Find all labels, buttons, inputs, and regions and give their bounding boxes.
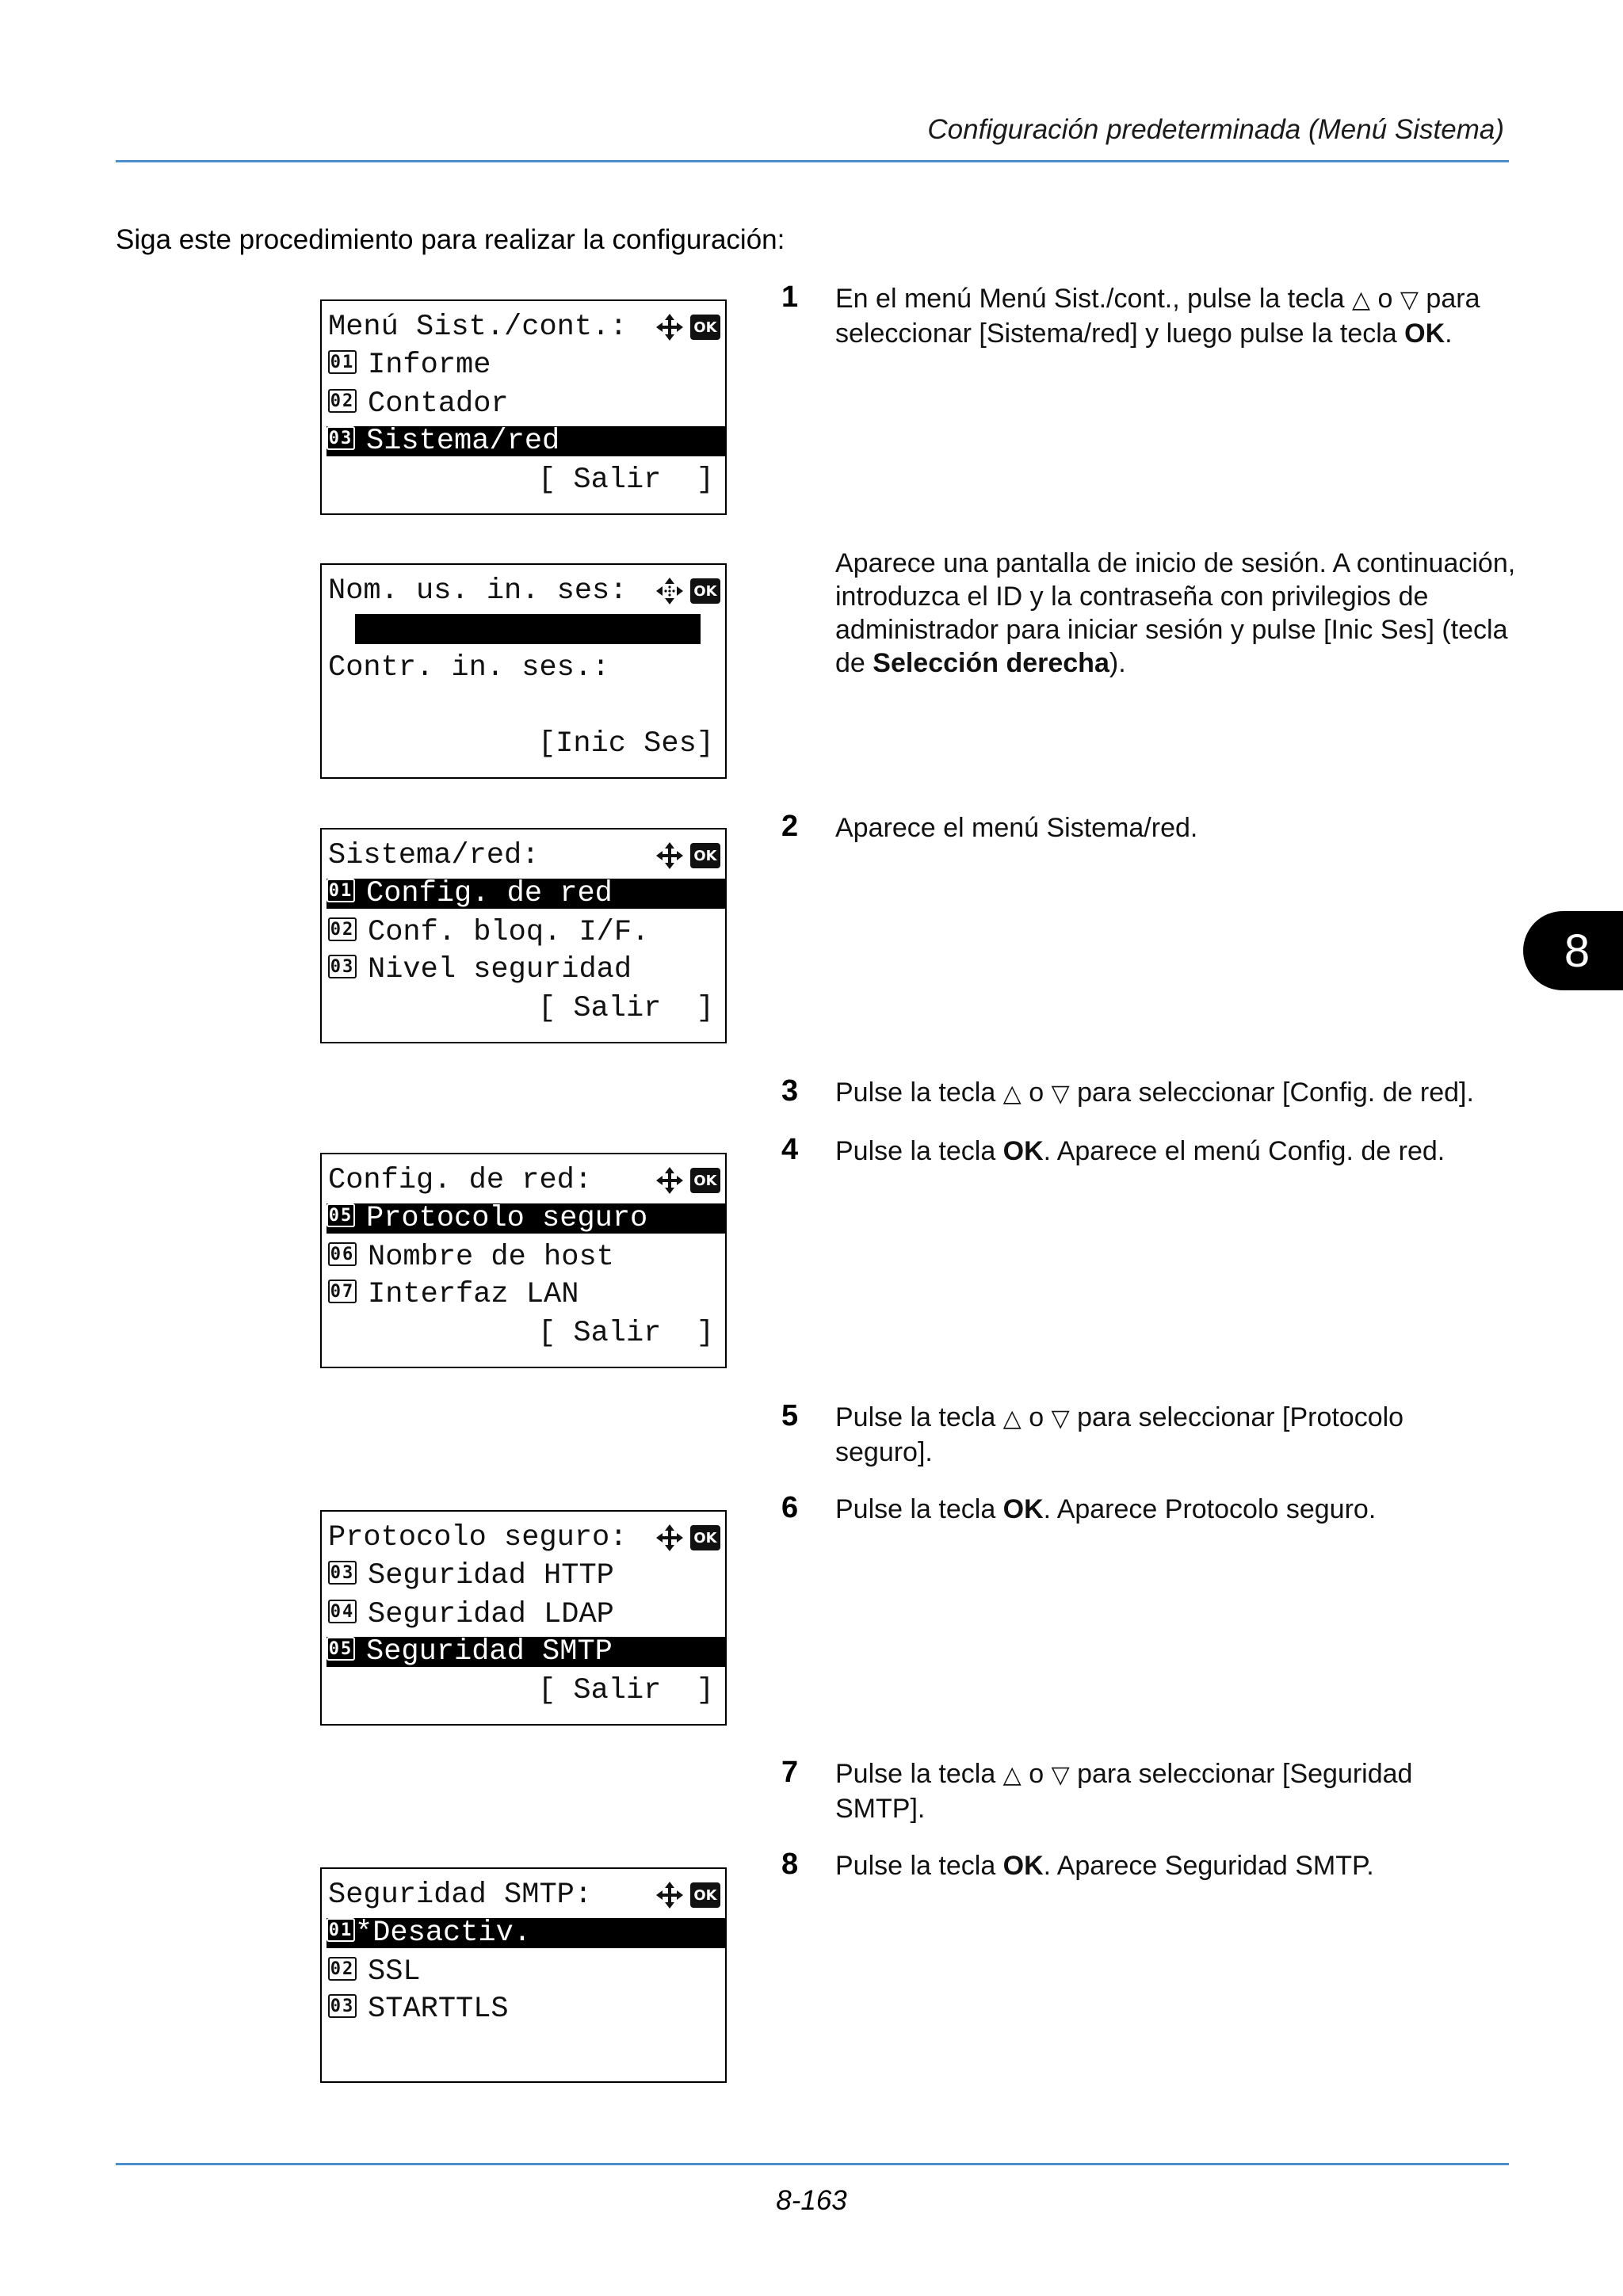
step-6-text: Pulse la tecla OK. Aparece Protocolo seguro. bbox=[835, 1494, 1377, 1524]
up-triangle-icon: △ bbox=[1002, 1762, 1022, 1788]
ok-key-icon: OK bbox=[690, 1525, 720, 1550]
lcd-icons bbox=[654, 841, 720, 871]
lcd-title: Seguridad SMTP: bbox=[328, 1878, 593, 1912]
item-number-badge: 02 bbox=[328, 389, 357, 413]
lcd-menu-item-selected bbox=[327, 1637, 725, 1667]
item-label: Sistema/red bbox=[366, 425, 560, 458]
lcd-menu-item bbox=[328, 917, 725, 948]
item-label: *Desactiv. bbox=[355, 1917, 532, 1950]
step-4-text: Pulse la tecla OK. Aparece el menú Config. de red. bbox=[835, 1136, 1445, 1166]
step-2-text: Aparece el menú Sistema/red. bbox=[835, 813, 1198, 843]
lcd-screen-config-red bbox=[320, 1153, 727, 1368]
lcd-menu-item bbox=[328, 955, 725, 985]
ok-key-icon: OK bbox=[690, 843, 720, 868]
item-number-badge: 06 bbox=[328, 1242, 357, 1266]
lcd-softkey-salir: [ Salir ] bbox=[537, 1317, 714, 1350]
lcd-screen-protocolo-seguro bbox=[320, 1510, 727, 1726]
lcd-softkey-inic-ses: [Inic Ses] bbox=[537, 727, 714, 761]
lcd-icons bbox=[654, 1165, 720, 1196]
item-label: Seguridad HTTP bbox=[368, 1559, 614, 1592]
lcd-softkey-salir: [ Salir ] bbox=[537, 463, 714, 497]
step-number: 8 bbox=[781, 1848, 799, 1881]
lcd-title: Sistema/red: bbox=[328, 839, 540, 872]
login-username-field bbox=[355, 614, 701, 644]
item-label: Contador bbox=[368, 387, 509, 421]
item-number-badge: 03 bbox=[328, 1561, 357, 1585]
step-number: 1 bbox=[781, 280, 799, 314]
step-number: 5 bbox=[781, 1399, 799, 1432]
up-triangle-icon: △ bbox=[1002, 1405, 1022, 1432]
lcd-icons bbox=[654, 1523, 720, 1553]
item-number-badge: 05 bbox=[327, 1637, 355, 1661]
item-number-badge: 02 bbox=[328, 917, 357, 941]
step-5-text: Pulse la tecla △ o ▽ para seleccionar [Protocolo seguro]. bbox=[835, 1402, 1404, 1467]
step-8-text: Pulse la tecla OK. Aparece Seguridad SMTP. bbox=[835, 1851, 1374, 1881]
lcd-screen-sistema-red bbox=[320, 828, 727, 1043]
lcd-screen-login bbox=[320, 563, 727, 779]
lcd-icons bbox=[654, 576, 720, 606]
item-number-badge: 01 bbox=[328, 350, 357, 374]
lcd-menu-item-selected bbox=[327, 1918, 725, 1948]
lcd-title: Menú Sist./cont.: bbox=[328, 311, 628, 344]
four-way-arrow-icon bbox=[654, 840, 685, 871]
up-triangle-icon: △ bbox=[1002, 1081, 1022, 1107]
item-number-badge: 03 bbox=[327, 426, 355, 450]
item-label: Config. de red bbox=[366, 877, 613, 910]
step-number: 3 bbox=[781, 1074, 799, 1108]
lcd-screen-menu-sist bbox=[320, 299, 727, 515]
item-label: SSL bbox=[368, 1955, 421, 1989]
lcd-title: Config. de red: bbox=[328, 1164, 593, 1197]
lcd-menu-item bbox=[328, 1994, 725, 2024]
item-label: STARTTLS bbox=[368, 1993, 509, 2026]
lcd-menu-item-selected bbox=[327, 1203, 725, 1234]
item-number-badge: 04 bbox=[328, 1600, 357, 1623]
lcd-menu-item-selected bbox=[327, 426, 725, 456]
chapter-tab: 8 bbox=[1523, 911, 1623, 990]
lcd-softkey-salir: [ Salir ] bbox=[537, 992, 714, 1025]
lcd-menu-item bbox=[328, 1280, 725, 1310]
item-number-badge: 05 bbox=[327, 1203, 355, 1227]
item-label: Seguridad LDAP bbox=[368, 1598, 614, 1631]
ok-key-icon: OK bbox=[690, 1168, 720, 1193]
ok-key-icon: OK bbox=[690, 578, 720, 604]
lcd-menu-item bbox=[328, 1242, 725, 1272]
lcd-title: Protocolo seguro: bbox=[328, 1521, 628, 1554]
item-label: Nombre de host bbox=[368, 1241, 614, 1274]
item-label: Protocolo seguro bbox=[366, 1202, 648, 1235]
lcd-icons bbox=[654, 1880, 720, 1910]
lcd-menu-item bbox=[328, 389, 725, 419]
four-way-dotted-arrow-icon bbox=[654, 575, 685, 607]
four-way-arrow-icon bbox=[654, 1522, 685, 1554]
item-number-badge: 07 bbox=[328, 1280, 357, 1303]
footer-rule bbox=[116, 2163, 1509, 2165]
item-label: Conf. bloq. I/F. bbox=[368, 916, 650, 949]
lcd-menu-item bbox=[328, 1600, 725, 1630]
page-header-title: Configuración predeterminada (Menú Sistema) bbox=[927, 114, 1504, 145]
lcd-icons bbox=[654, 312, 720, 342]
login-instruction-text: Aparece una pantalla de inicio de sesión. A continuación, introduzca el ID y la contraseña con privilegios de administrador para iniciar sesión y pulse [Inic Ses] (tecla de Selección derecha). bbox=[835, 548, 1516, 678]
down-triangle-icon: ▽ bbox=[1400, 287, 1419, 313]
step-number: 6 bbox=[781, 1491, 799, 1524]
step-3-text: Pulse la tecla △ o ▽ para seleccionar [Config. de red]. bbox=[835, 1076, 1517, 1111]
down-triangle-icon: ▽ bbox=[1051, 1081, 1070, 1107]
lcd-menu-item bbox=[328, 350, 725, 380]
step-7-text: Pulse la tecla △ o ▽ para seleccionar [Seguridad SMTP]. bbox=[835, 1759, 1413, 1824]
down-triangle-icon: ▽ bbox=[1051, 1762, 1070, 1788]
lcd-softkey-salir: [ Salir ] bbox=[537, 1674, 714, 1707]
lcd-password-label: Contr. in. ses.: bbox=[328, 651, 610, 685]
lcd-menu-item bbox=[328, 1561, 725, 1591]
lcd-menu-item-selected bbox=[327, 879, 725, 909]
step-number: 2 bbox=[781, 810, 799, 843]
down-triangle-icon: ▽ bbox=[1051, 1405, 1070, 1432]
item-number-badge: 03 bbox=[328, 1994, 357, 2018]
lcd-screen-seguridad-smtp bbox=[320, 1867, 727, 2083]
ok-key-icon: OK bbox=[690, 1882, 720, 1908]
lcd-menu-item bbox=[328, 1957, 725, 1987]
step-1-text: En el menú Menú Sist./cont., pulse la tecla △ o ▽ para seleccionar [Sistema/red] y luego pulse la tecla OK. bbox=[835, 284, 1480, 349]
item-number-badge: 03 bbox=[328, 955, 357, 978]
item-label: Seguridad SMTP bbox=[366, 1635, 613, 1669]
lcd-title: Nom. us. in. ses: bbox=[328, 574, 628, 608]
four-way-arrow-icon bbox=[654, 1879, 685, 1911]
step-number: 4 bbox=[781, 1133, 799, 1166]
item-number-badge: 01 bbox=[327, 1918, 355, 1942]
header-rule bbox=[116, 160, 1509, 162]
item-label: Interfaz LAN bbox=[368, 1278, 579, 1311]
page-number: 8-163 bbox=[776, 2185, 847, 2216]
four-way-arrow-icon bbox=[654, 1165, 685, 1196]
four-way-arrow-icon bbox=[654, 311, 685, 343]
item-label: Nivel seguridad bbox=[368, 953, 632, 986]
item-number-badge: 02 bbox=[328, 1957, 357, 1981]
up-triangle-icon: △ bbox=[1352, 287, 1371, 313]
item-number-badge: 01 bbox=[327, 879, 355, 902]
intro-text: Siga este procedimiento para realizar la configuración: bbox=[116, 224, 785, 255]
ok-key-icon: OK bbox=[690, 315, 720, 340]
step-number: 7 bbox=[781, 1756, 799, 1789]
item-label: Informe bbox=[368, 349, 491, 382]
